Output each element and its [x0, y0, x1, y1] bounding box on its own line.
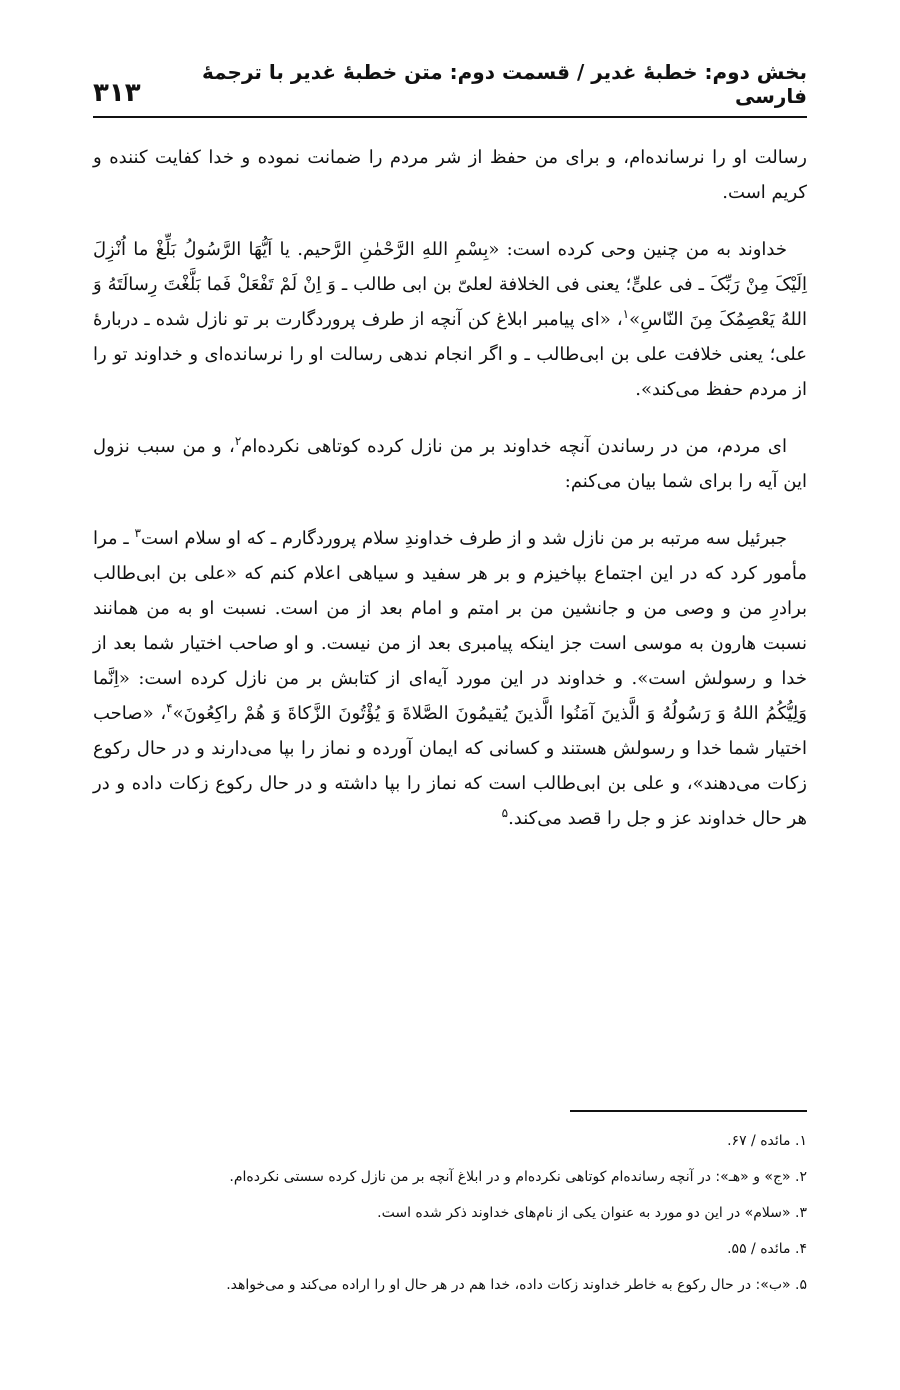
footnote-1: ۱. مائده / ۶۷. — [727, 1133, 807, 1149]
footnotes — [93, 1130, 807, 1310]
paragraph-2: خداوند به من چنین وحی کرده است: «بِسْمِ اللهِ الرَّحْمٰنِ الرَّحیم. یا اَیُّهَا الرَّسُولُ بَلِّغْ ما اُنْزِلَ اِلَیْکَ مِنْ رَبِّکَ ـ فی علیٍّ؛ یعنی فی الخلافة لعلیّ بن ابی طالب ـ وَ اِنْ لَمْ تَفْعَلْ فَما بَلَّغْتَ رِسالَتَهُ وَ اللهُ یَعْصِمُکَ مِنَ النّاسِ»$^۱$، «ای پیامبر ابلاغ کن آنچه از طرف پروردگارت بر تو نازل شده ـ دربارهٔ علی؛ یعنی خلافت علی بن ابی‌طالب ـ و اگر انجام ندهی رسالت او را نرسانده‌ای و خداوند تو را از مردم حفظ می‌کند». — [93, 239, 807, 400]
footnote-3: ۳. «سلام» در این دو مورد به عنوان یکی از نام‌های خداوند ذکر شده است. — [377, 1205, 807, 1221]
header-title: بخش دوم: خطبهٔ غدیر / قسمت دوم: متن خطبهٔ غدیر با ترجمهٔ فارسی — [202, 60, 807, 108]
footnote-ref-4[interactable]: ۴ — [166, 701, 173, 715]
footnote-ref-3[interactable]: ۳ — [134, 526, 141, 540]
paragraph-1: رسالت او را نرسانده‌ام، و برای من حفظ از شر مردم را ضمانت نموده و خدا کفایت کننده و کریم است. — [93, 147, 807, 203]
footnote-ref-2[interactable]: ۲ — [234, 434, 242, 448]
paragraph-4: جبرئیل سه مرتبه بر من نازل شد و از طرف خداوندِ سلام پروردگارم ـ که او سلام است$^۳$ ـ مرا مأمور کرد که در این اجتماع بپاخیزم و بر هر سفید و سیاهی اعلام کنم که «علی بن ابی‌طالب برادرِ من و وصی من و جانشین من بر امتم و امام بعد از من است. نسبت او به من همانند نسبت هارون به موسی است جز اینکه پیامبری بعد از من نیست. و او صاحب اختیار شما بعد از خدا و رسولش است». و خداوند در این مورد آیه‌ای از کتابش بر من نازل کرده است: «اِنَّما وَلِیُّکُمُ اللهُ وَ رَسُولُهُ وَ الَّذینَ آمَنُوا الَّذینَ یُقیمُونَ الصَّلاةَ وَ یُؤْتُونَ الزَّکاةَ وَ هُمْ راکِعُونَ»$^۴$، «صاحب اختیار شما خدا و رسولش هستند و کسانی که ایمان آورده و نماز را بپا می‌دارند و در حال رکوع زکات می‌دهند»، و علی بن ابی‌طالب است که نماز را بپا داشته و در حال رکوع زکات داده و در هر حال خداوند عز و جل را قصد می‌کند.$^۵$ — [93, 526, 807, 829]
paragraph-3: ای مردم، من در رساندن آنچه خداوند بر من نازل کرده کوتاهی نکرده‌ام$^۲$، و من سبب نزول این آیه را برای شما بیان می‌کنم: — [93, 434, 807, 492]
main-text — [93, 140, 807, 858]
page-number: ۳۱۳ — [93, 78, 141, 108]
footnote-5: ۵. «ب»: در حال رکوع به خاطر خداوند زکات داده، خدا هم در هر حال او را اراده می‌کند و می‌خواهد. — [226, 1277, 807, 1293]
footnote-2: ۲. «ج» و «هـ»: در آنچه رسانده‌ام کوتاهی نکرده‌ام و در ابلاغ آنچه بر من نازل کرده سستی نکرده‌ام. — [229, 1169, 807, 1185]
footnote-4: ۴. مائده / ۵۵. — [727, 1241, 807, 1257]
header-rule — [93, 116, 807, 118]
running-header — [93, 60, 807, 108]
footnote-ref-5[interactable]: ۵ — [501, 806, 509, 820]
footnote-rule — [570, 1110, 807, 1112]
footnote-ref-1[interactable]: ۱ — [622, 307, 630, 321]
